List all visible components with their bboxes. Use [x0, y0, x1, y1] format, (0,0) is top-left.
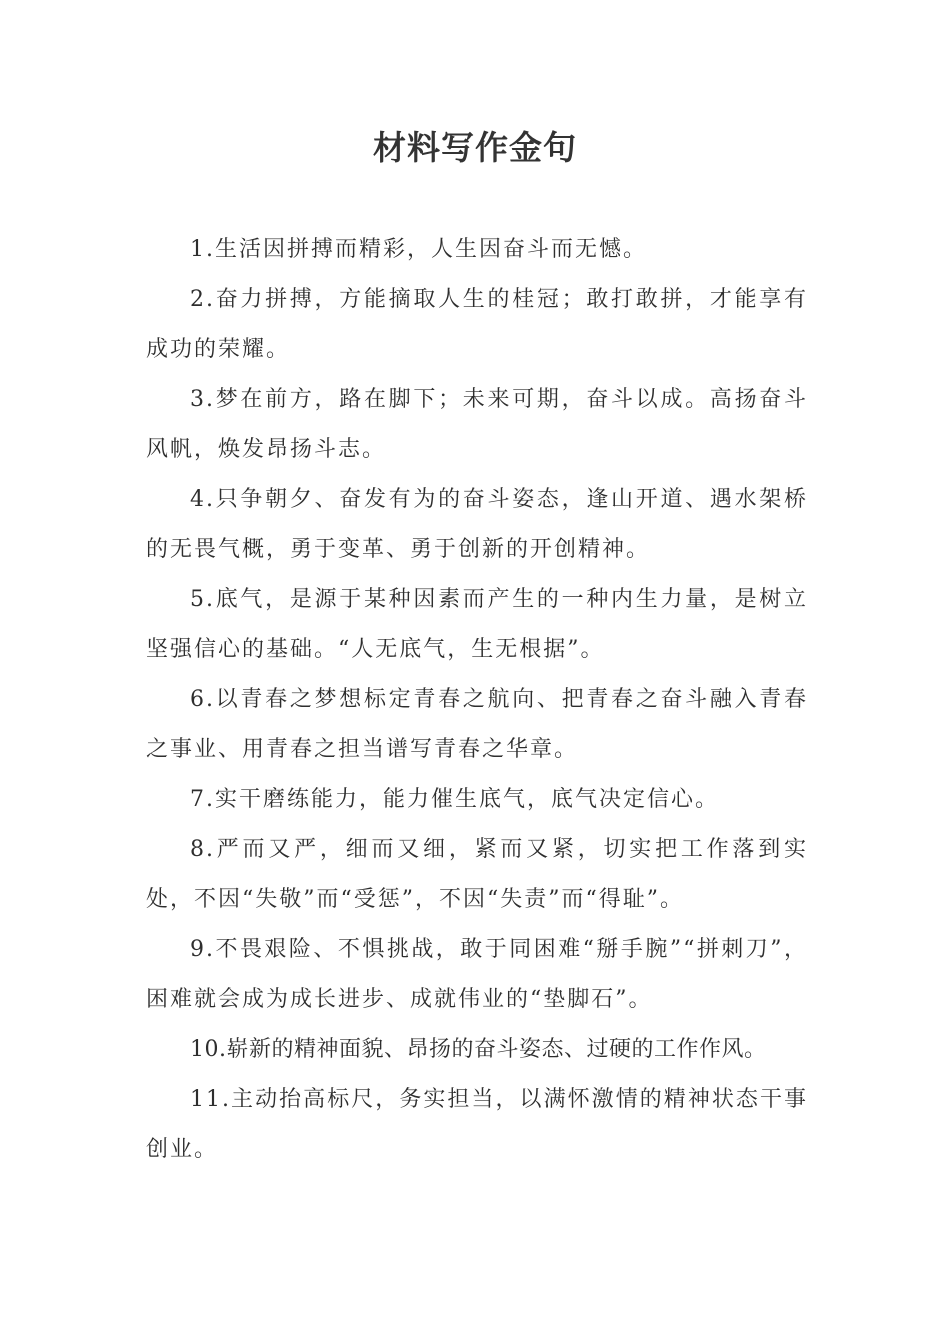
document-body [146, 225, 808, 1175]
document-title: 材料写作金句 [373, 128, 577, 167]
paragraph-7: 7.实干磨练能力，能力催生底气，底气决定信心。 [190, 787, 719, 812]
paragraph-1: 1.生活因拼搏而精彩，人生因奋斗而无憾。 [190, 237, 647, 262]
paragraph-2: 2.奋力拼搏，方能摘取人生的桂冠；敢打敢拼，才能享有成功的荣耀。 [146, 287, 808, 362]
paragraph-10: 10.崭新的精神面貌、昂扬的奋斗姿态、过硬的工作作风。 [190, 1037, 767, 1062]
paragraph-8: 8.严而又严，细而又细，紧而又紧，切实把工作落到实处，不因“失敬”而“受惩”，不因“失责”而“得耻”。 [146, 837, 808, 912]
paragraph-4: 4.只争朝夕、奋发有为的奋斗姿态，逢山开道、遇水架桥的无畏气概，勇于变革、勇于创新的开创精神。 [146, 487, 808, 562]
paragraph-3: 3.梦在前方，路在脚下；未来可期，奋斗以成。高扬奋斗风帆，焕发昂扬斗志。 [146, 387, 808, 462]
paragraph-6: 6.以青春之梦想标定青春之航向、把青春之奋斗融入青春之事业、用青春之担当谱写青春之华章。 [146, 687, 808, 762]
paragraph-9: 9.不畏艰险、不惧挑战，敢于同困难“掰手腕”“拼刺刀”，困难就会成为成长进步、成就伟业的“垫脚石”。 [146, 937, 808, 1012]
paragraph-11: 11.主动抬高标尺，务实担当，以满怀激情的精神状态干事创业。 [146, 1087, 808, 1162]
paragraph-5: 5.底气，是源于某种因素而产生的一种内生力量，是树立坚强信心的基础。“人无底气，生无根据”。 [146, 587, 808, 662]
